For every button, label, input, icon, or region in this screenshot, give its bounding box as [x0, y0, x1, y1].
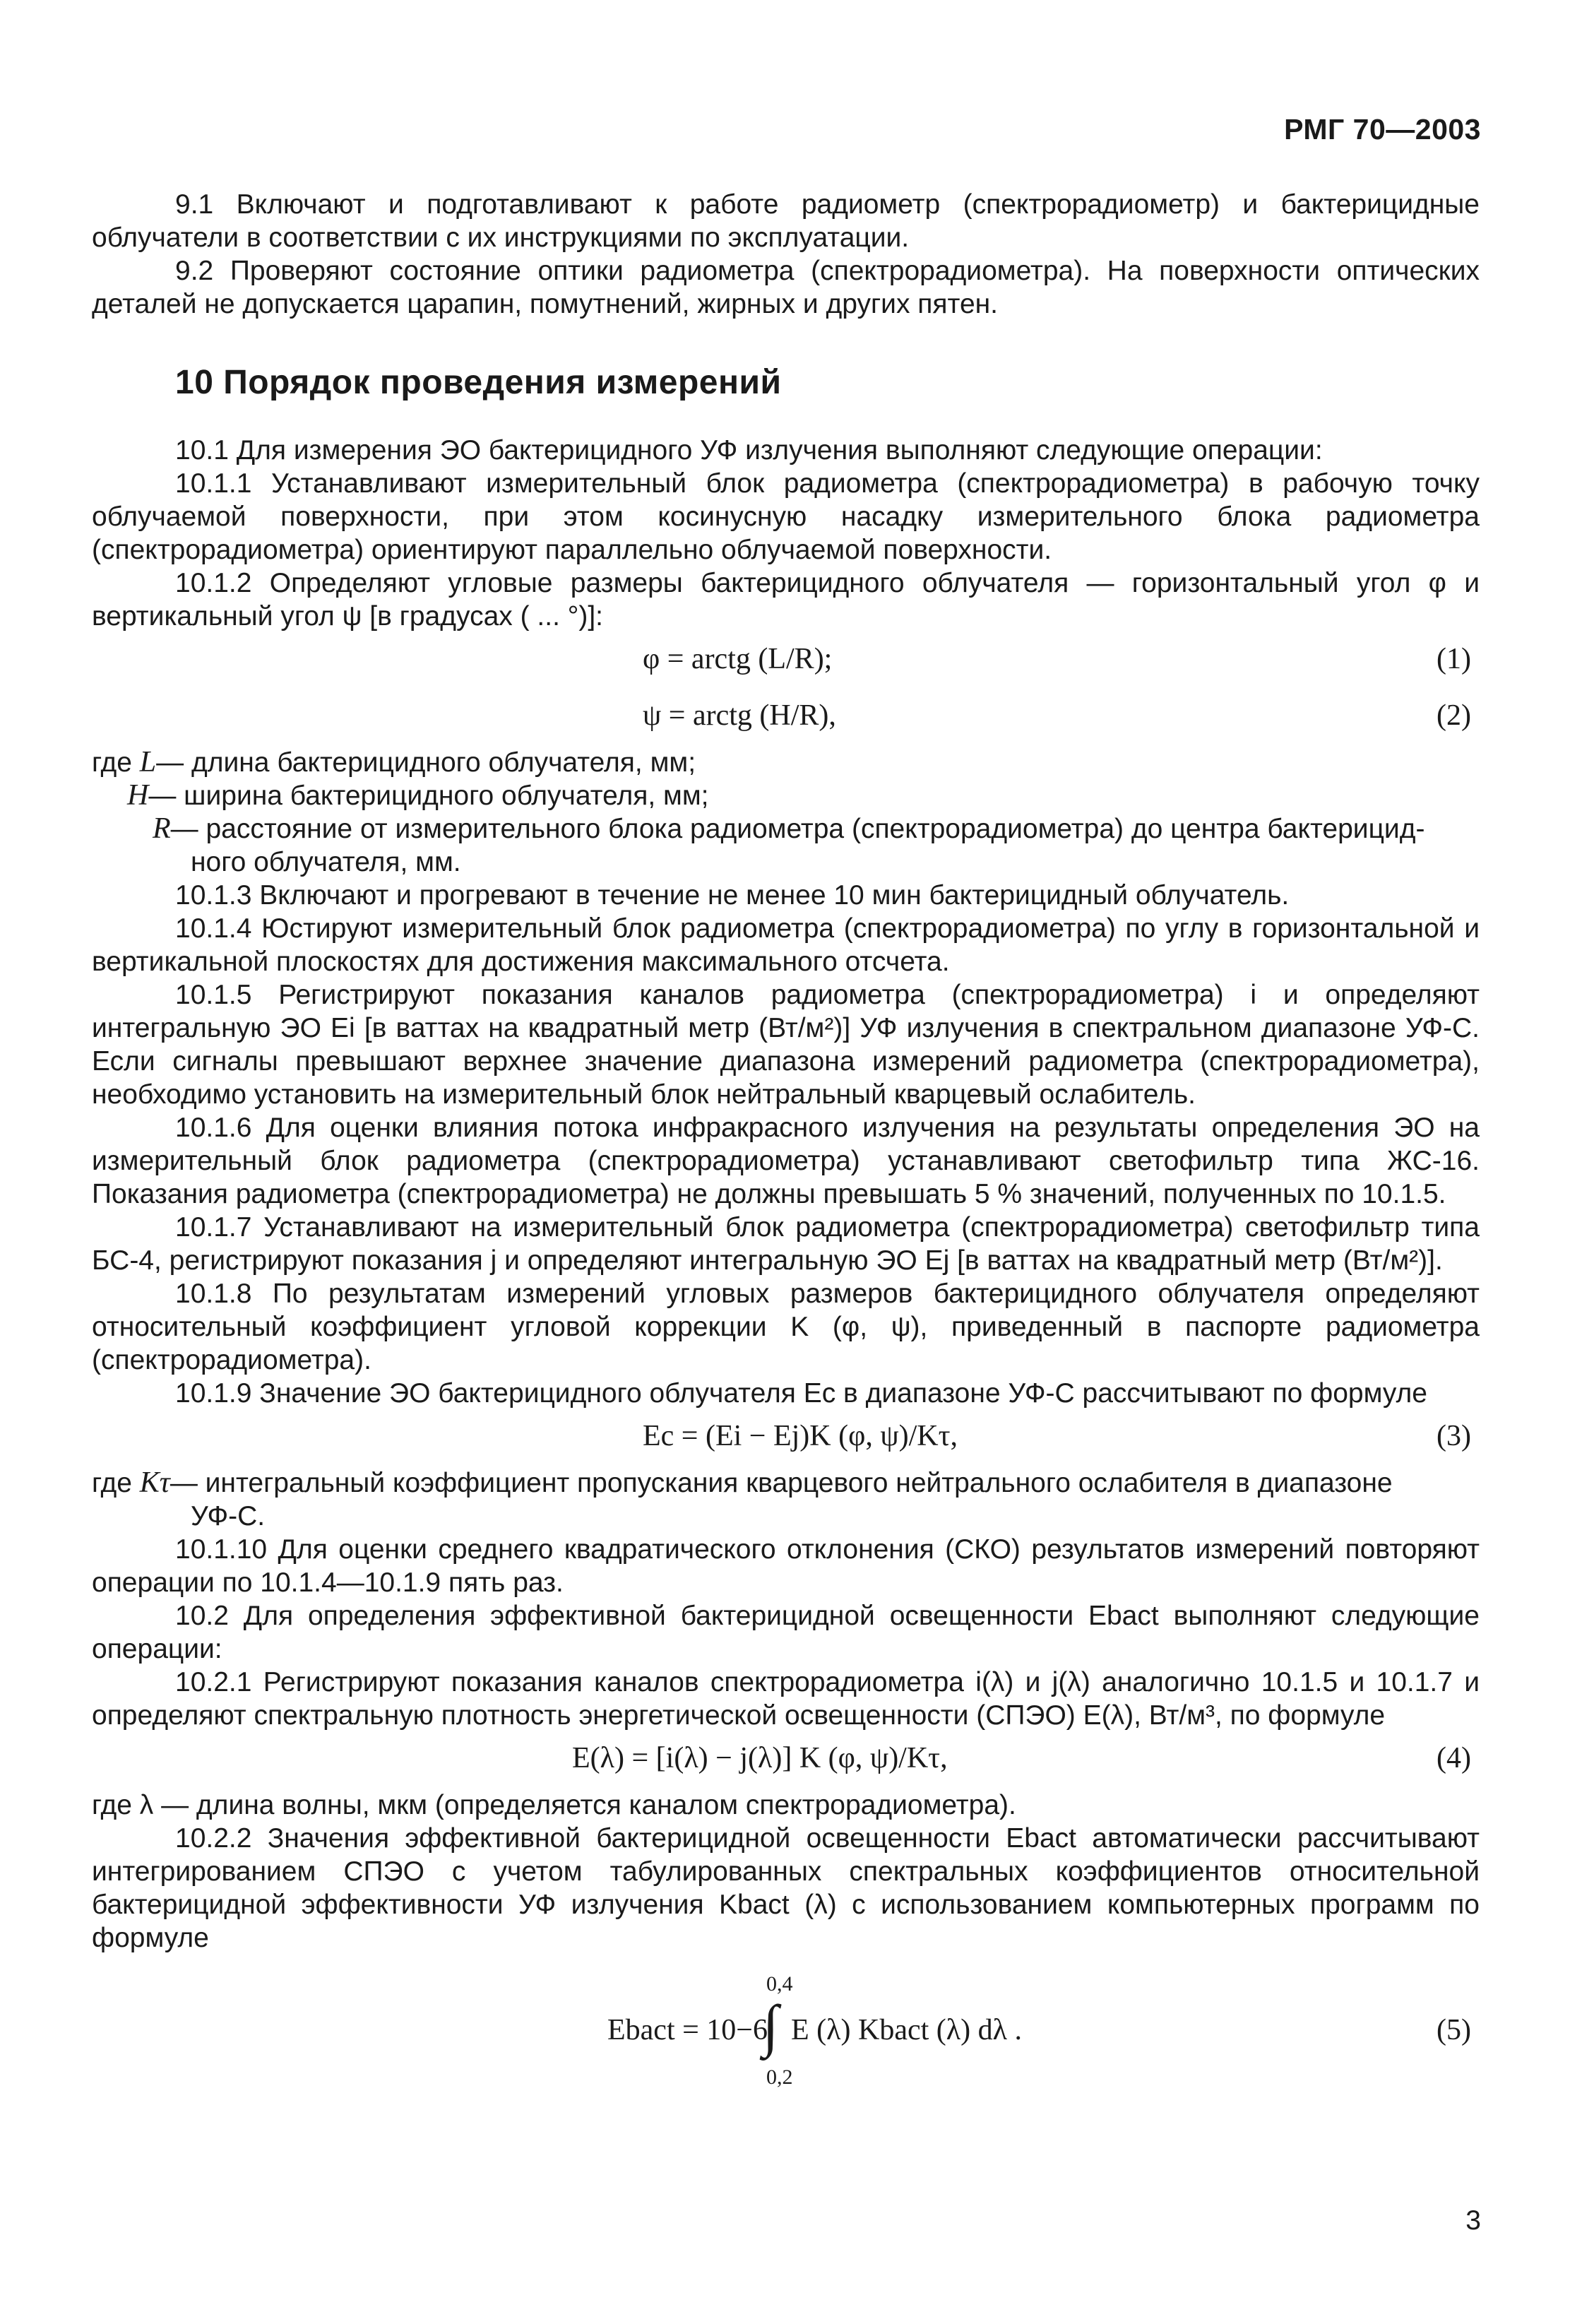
where-item-h-text: — ширина бактерицидного облучателя, мм;	[148, 781, 709, 811]
formula-5-rhs: E (λ) Kbact (λ) dλ .	[791, 2014, 1022, 2046]
formula-5	[92, 1955, 1480, 2096]
formula-1	[92, 633, 1480, 689]
paragraph-9-2: 9.2 Проверяют состояние оптики радиометра (спектрорадиометра). На поверхности оптических деталей не допускается царапин, помутнений, жирных и других пятен.	[92, 256, 1480, 319]
formula-4-expression: E(λ) = [i(λ) − j(λ)] K (φ, ψ)/Kτ,	[572, 1742, 948, 1774]
paragraph-10-1-3: 10.1.3 Включают и прогревают в течение не менее 10 мин бактерицидный облучатель.	[175, 880, 1290, 911]
paragraph-10-1-4: 10.1.4 Юстируют измерительный блок радиометра (спектрорадиометра) по углу в горизонтальной и вертикальной плоскостях для достижения максимального отсчета.	[92, 913, 1480, 977]
paragraph-9-1: 9.1 Включают и подготавливают к работе радиометр (спектрорадиометр) и бактерицидные облучатели в соответствии с их инструкциями по эксплуатации.	[92, 189, 1480, 253]
paragraph-10-1-5: 10.1.5 Регистрируют показания каналов радиометра (спектрорадиометра) i и определяют интегральную ЭО Ei [в ваттах на квадратный метр (Вт/м²)] УФ излучения в спектральном диапазоне УФ-С. Если сигналы превышают верхнее значение диапазона измерений радиометра (спектрорадиометра), необходимо установить на измерительный блок нейтральный кварцевый ослабитель.	[92, 980, 1480, 1110]
where-item-h	[92, 779, 1480, 812]
document-id-header: РМГ 70—2003	[1284, 113, 1481, 146]
paragraph-10-2: 10.2 Для определения эффективной бактерицидной освещенности Ebact выполняют следующие операции:	[92, 1601, 1480, 1664]
paragraph-10-1-7: 10.1.7 Устанавливают на измерительный блок радиометра (спектрорадиометра) светофильтр типа БС-4, регистрируют показания j и определяют интегральную ЭО Ej [в ваттах на квадратный метр (Вт/м²)].	[92, 1212, 1480, 1276]
formula-5-lhs: Ebact = 10−6	[607, 2014, 768, 2046]
page-content	[92, 188, 1480, 2096]
paragraph-10-2-2: 10.2.2 Значения эффективной бактерицидной освещенности Ebact автоматически рассчитывают интегрированием СПЭО с учетом табулированных спектральных коэффициентов относительной бактерицидной эффективности УФ излучения Kbact (λ) с использованием компьютерных программ по формуле	[92, 1823, 1480, 1953]
where-item-r-continuation: ного облучателя, мм.	[191, 847, 461, 877]
symbol-k-tau: Kτ	[139, 1466, 170, 1499]
formula-1-expression: φ = arctg (L/R);	[643, 643, 833, 675]
paragraph-10-1-9: 10.1.9 Значение ЭО бактерицидного облучателя Ec в диапазоне УФ-С рассчитывают по формуле	[175, 1378, 1427, 1409]
symbol-h: H	[127, 779, 149, 812]
paragraph-10-1-8: 10.1.8 По результатам измерений угловых размеров бактерицидного облучателя определяют относительный коэффициент угловой коррекции K (φ, ψ), приведенный в паспорте радиометра (спектрорадиометра).	[92, 1279, 1480, 1375]
paragraph-10-1-1: 10.1.1 Устанавливают измерительный блок радиометра (спектрорадиометра) в рабочую точку облучаемой поверхности, при этом косинусную насадку измерительного блока радиометра (спектрорадиометра) ориентируют параллельно облучаемой поверхности.	[92, 468, 1480, 565]
formula-3-expression: Ec = (Ei − Ej)K (φ, ψ)/Kτ,	[643, 1420, 958, 1452]
paragraph-10-1-2: 10.1.2 Определяют угловые размеры бактерицидного облучателя — горизонтальный угол φ и вертикальный угол ψ [в градусах ( ... °)]:	[92, 568, 1480, 632]
where-lambda: где λ — длина волны, мкм (определяется каналом спектрорадиометра).	[92, 1790, 1016, 1820]
where-item-l: где L — длина бактерицидного облучателя, мм;	[92, 746, 696, 778]
paragraph-10-1: 10.1 Для измерения ЭО бактерицидного УФ излучения выполняют следующие операции:	[175, 435, 1323, 466]
formula-5-number: (5)	[1437, 2014, 1471, 2046]
where-item-r-text: — расстояние от измерительного блока радиометра (спектрорадиометра) до центра бактерицид-	[170, 814, 1425, 844]
where-item-r	[92, 812, 1480, 846]
paragraph-10-1-10: 10.1.10 Для оценки среднего квадратического отклонения (СКО) результатов измерений повторяют операции по 10.1.4—10.1.9 пять раз.	[92, 1534, 1480, 1598]
formula-3	[92, 1410, 1480, 1466]
integral-lower-limit: 0,2	[766, 2065, 793, 2089]
paragraph-10-2-1: 10.2.1 Регистрируют показания каналов спектрорадиометра i(λ) и j(λ) аналогично 10.1.5 и 10.1.7 и определяют спектральную плотность энергетической освещенности (СПЭО) E(λ), Вт/м³, по формуле	[92, 1667, 1480, 1731]
formula-1-number: (1)	[1437, 643, 1471, 675]
where-item-l-text: — длина бактерицидного облучателя, мм;	[156, 747, 696, 778]
formula-3-number: (3)	[1437, 1420, 1471, 1452]
formula-2	[92, 689, 1480, 746]
paragraph-10-1-6: 10.1.6 Для оценки влияния потока инфракрасного излучения на результаты определения ЭО на измерительный блок радиометра (спектрорадиометра) устанавливают светофильтр типа ЖС-16. Показания радиометра (спектрорадиометра) не должны превышать 5 % значений, полученных по 10.1.5.	[92, 1113, 1480, 1209]
integral-upper-limit: 0,4	[766, 1972, 793, 1996]
formula-2-expression: ψ = arctg (H/R),	[643, 699, 836, 732]
formula-4-number: (4)	[1437, 1742, 1471, 1774]
page-number: 3	[1465, 2205, 1481, 2236]
integral-sign-icon: ∫	[763, 1993, 779, 2058]
where-list-3	[92, 1466, 1480, 1533]
where-item-k-tau-text: — интегральный коэффициент пропускания кварцевого нейтрального ослабителя в диапазоне	[169, 1468, 1393, 1498]
formula-4	[92, 1732, 1480, 1789]
symbol-l: L	[139, 746, 157, 778]
formula-2-number: (2)	[1437, 699, 1471, 732]
section-10-title: 10 Порядок проведения измерений	[175, 364, 782, 401]
symbol-r: R	[153, 812, 171, 845]
where-item-k-tau: где Kτ — интегральный коэффициент пропускания кварцевого нейтрального ослабителя в диапазоне	[92, 1466, 1393, 1499]
where-list-1	[92, 746, 1480, 879]
where-item-k-tau-continuation: УФ-С.	[191, 1501, 266, 1531]
